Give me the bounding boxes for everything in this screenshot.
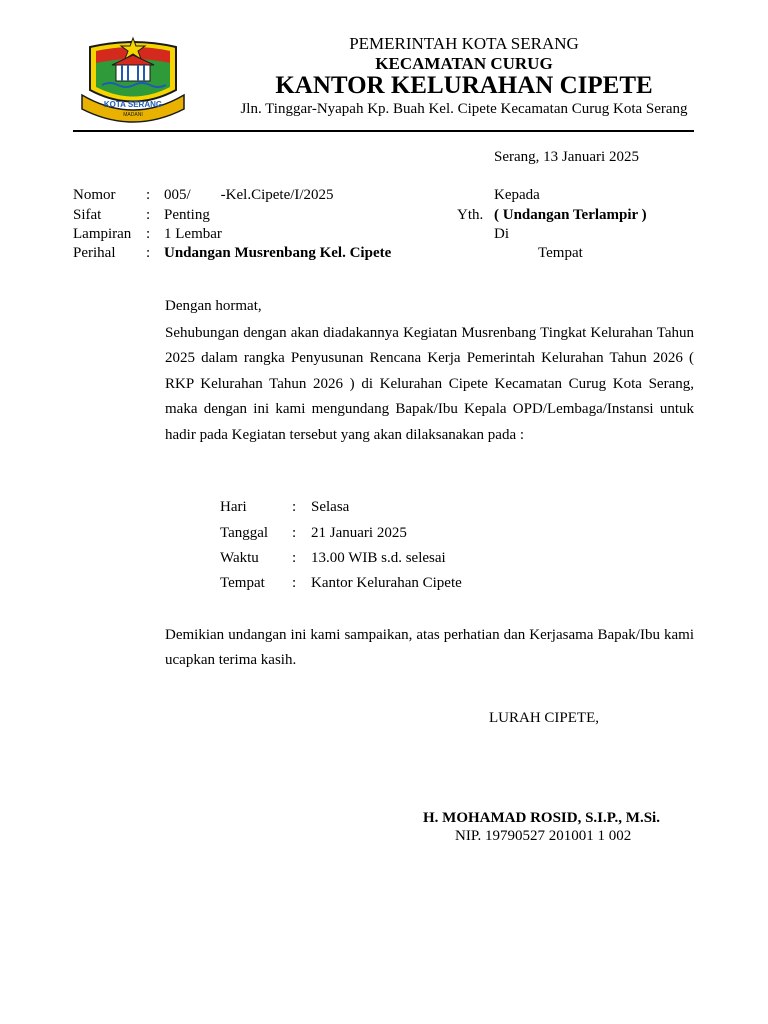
schedule-value-waktu: 13.00 WIB s.d. selesai [311, 550, 446, 566]
header-district: KECAMATAN CURUG [375, 54, 553, 73]
perihal-label: Perihal [73, 245, 116, 261]
schedule-label-tempat: Tempat [220, 575, 265, 591]
recipient-place: Tempat [538, 245, 583, 261]
nomor-value: 005/ -Kel.Cipete/I/2025 [164, 187, 334, 203]
greeting: Dengan hormat, [165, 298, 262, 314]
schedule-colon: : [292, 550, 297, 566]
schedule-label-waktu: Waktu [220, 550, 259, 566]
recipient-di: Di [494, 226, 509, 242]
schedule-value-tempat: Kantor Kelurahan Cipete [311, 575, 462, 591]
recipient-kepada: Kepada [494, 187, 540, 203]
schedule-label-hari: Hari [220, 499, 247, 515]
nomor-label: Nomor [73, 187, 116, 203]
schedule-colon: : [292, 525, 297, 541]
sifat-value: Penting [164, 207, 210, 223]
schedule-value-hari: Selasa [311, 499, 350, 515]
lampiran-label: Lampiran [73, 226, 132, 242]
signature-name: H. MOHAMAD ROSID, S.I.P., M.Si. [423, 810, 660, 826]
perihal-value: Undangan Musrenbang Kel. Cipete [164, 245, 392, 261]
sifat-label: Sifat [73, 207, 102, 223]
schedule-value-tanggal: 21 Januari 2025 [311, 525, 407, 541]
signature-nip: NIP. 19790527 201001 1 002 [455, 828, 632, 844]
city-emblem-logo [80, 35, 186, 127]
recipient-yth: Yth. [457, 207, 484, 223]
header-divider [73, 130, 694, 132]
schedule-colon: : [292, 499, 297, 515]
logo-text-city: KOTA SERANG [103, 100, 163, 109]
lampiran-colon: : [146, 226, 151, 242]
logo-text-motto: MADANI [123, 112, 143, 118]
header-office-title: KANTOR KELURAHAN CIPETE [275, 72, 653, 99]
body-paragraph: Sehubungan dengan akan diadakannya Kegiatan Musrenbang Tingkat Kelurahan Tahun 2025 dalam rangka Penyusunan Rencana Kerja Pemerintah Kelurahan Tahun 2026 ( RKP Kelurahan Tahun 2026 ) di Kelurahan Cipete Kecamatan Curug Kota Serang, maka dengan ini kami mengundang Bapak/Ibu Kepala OPD/Lembaga/Instansi untuk hadir pada Kegiatan tersebut yang akan dilaksanakan pada : [165, 325, 694, 443]
sifat-colon: : [146, 207, 151, 223]
nomor-colon: : [146, 187, 151, 203]
lampiran-value: 1 Lembar [164, 226, 222, 242]
schedule-label-tanggal: Tanggal [220, 525, 269, 541]
header-address: Jln. Tinggar-Nyapah Kp. Buah Kel. Cipete Kecamatan Curug Kota Serang [240, 101, 688, 117]
schedule-colon: : [292, 575, 297, 591]
recipient-name: ( Undangan Terlampir ) [494, 207, 647, 223]
perihal-colon: : [146, 245, 151, 261]
letter-date: Serang, 13 Januari 2025 [494, 149, 639, 165]
signature-title: LURAH CIPETE, [489, 710, 599, 726]
closing-paragraph: Demikian undangan ini kami sampaikan, atas perhatian dan Kerjasama Bapak/Ibu kami ucapkan terima kasih. [165, 627, 694, 669]
header-government: PEMERINTAH KOTA SERANG [349, 34, 579, 53]
